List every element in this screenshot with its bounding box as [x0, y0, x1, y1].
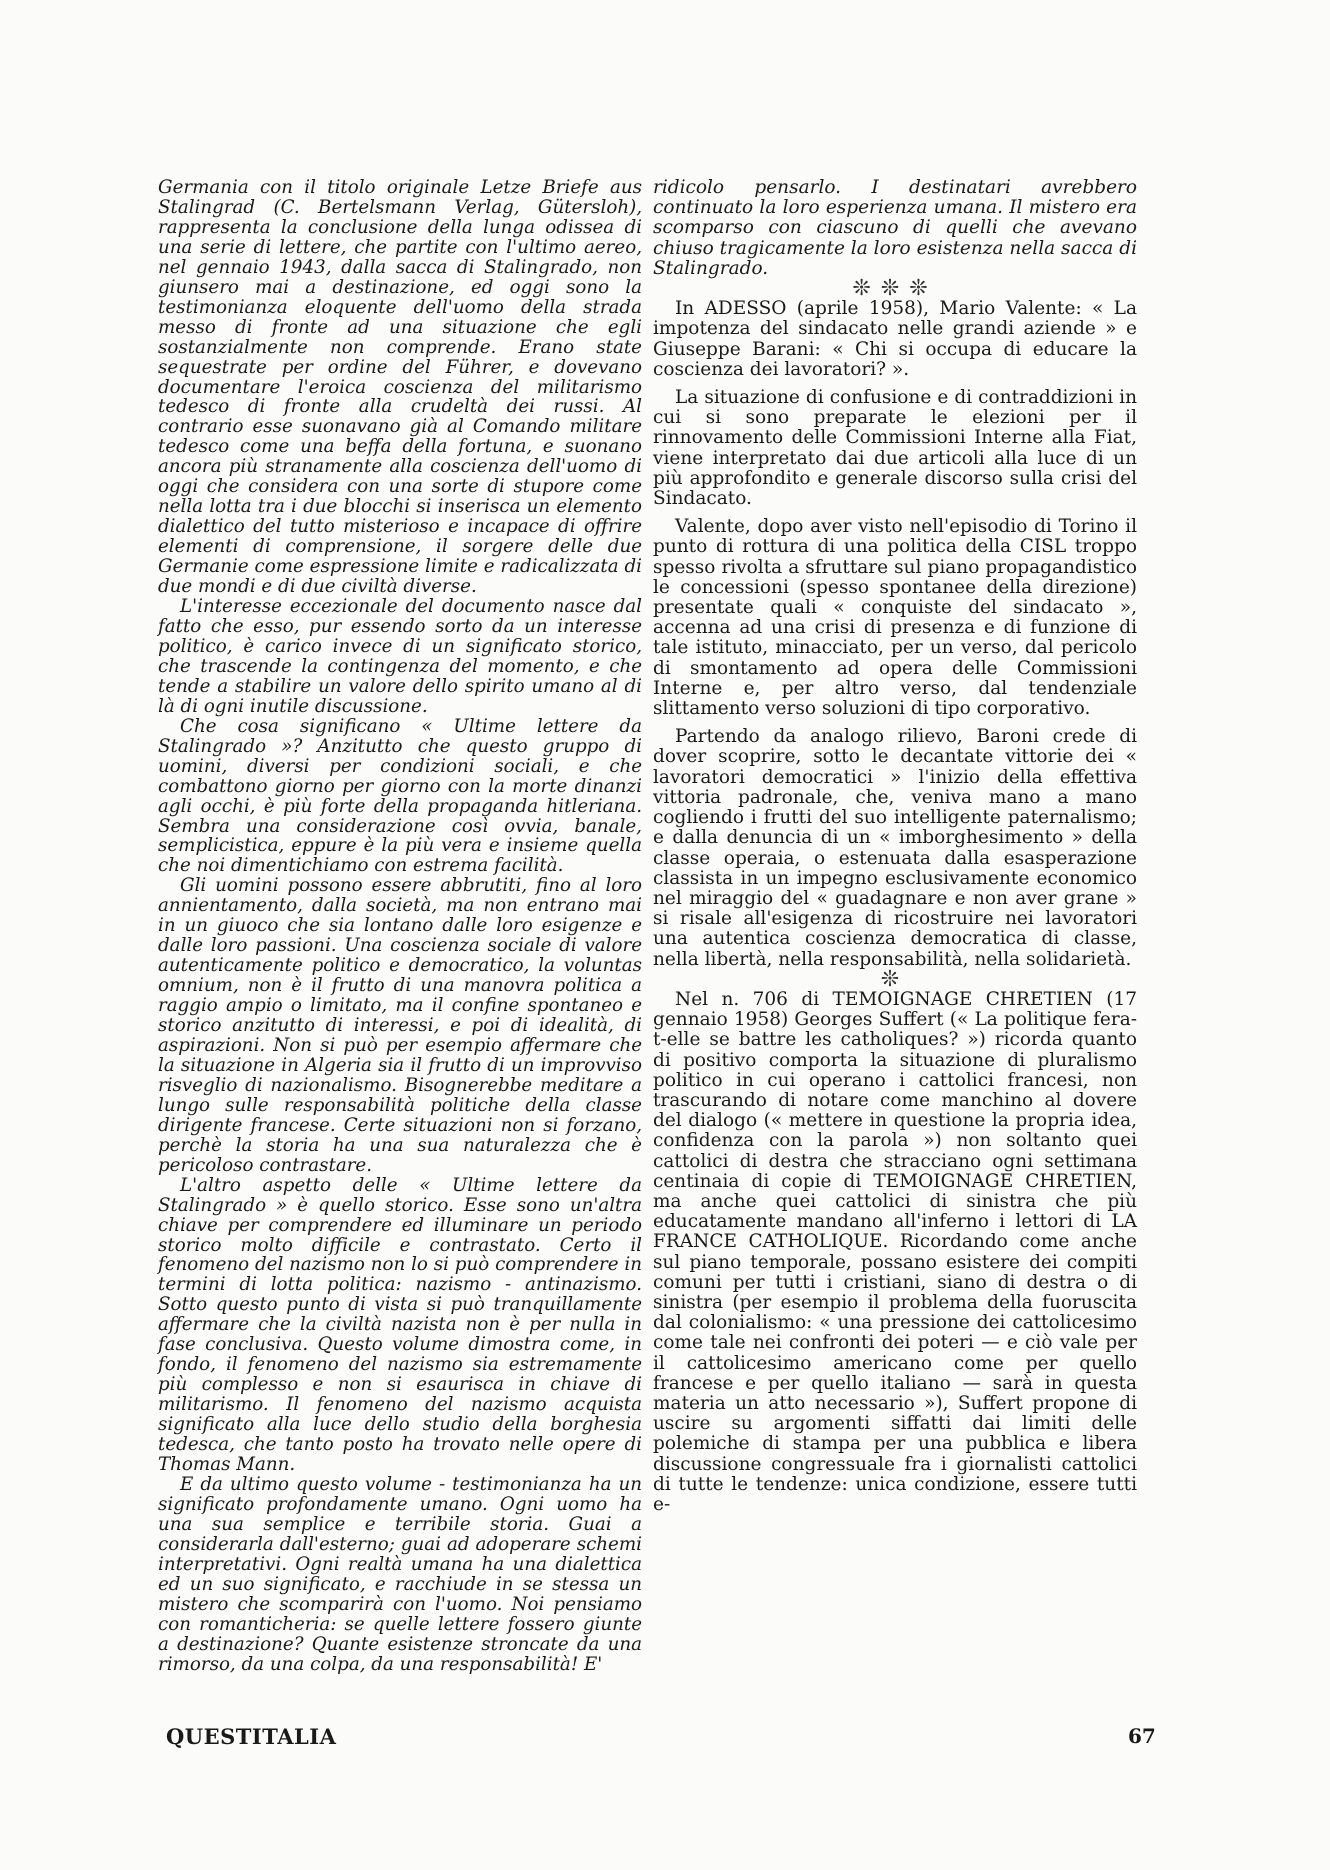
right-column: [653, 178, 1137, 1515]
page-number: 67: [1128, 1724, 1156, 1748]
section-separator-icon: ❊: [880, 966, 910, 992]
paragraph: Nel n. 706 di TEMOIGNAGE CHRETIEN (17 gennaio 1958) Georges Suffert (« La politique fera-t-elle se battre les catholiques? ») ricorda quanto di positivo comporta la situazione di pluralismo politico in cui operano i cattolici francesi, non trascurando di notare come manchino al dovere del dialogo (« mettere in questione la propria idea, confidenza con la parola ») non soltanto quei cattolici di destra che stracciano ogni settimana centinaia di copie di TEMOIGNAGE CHRETIEN, ma anche quei cattolici di sinistra che più educatamente mandano all'inferno i lettori di LA FRANCE CATHOLIQUE. Ricordando come anche sul piano temporale, possano esistere dei compiti comuni per tutti i cristiani, siano di destra o di sinistra (per esempio il problema della fuoruscita dal colonialismo: « una pressione dei cattolicesimo come tale nei confronti dei poteri — e ciò vale per il cattolicesimo americano come per quello francese e per quello italiano — sarà in questa materia un atto necessario »), Suffert propone di uscire su argomenti siffatti dai limiti delle polemiche di stampa per una pubblica e libera discussione congressuale fra i giornalisti cattolici di tutte le tendenze: unica condizione, essere tutti e-: [653, 988, 1137, 1515]
paragraph: L'interesse eccezionale del documento nasce dal fatto che esso, pur essendo sorto da un interesse politico, è carico invece di un significato storico, che trascende la contingenza del momento, e che tende a stabilire un valore dello spirito umano al di là di ogni inutile discussione.: [158, 596, 642, 717]
paragraph: ridicolo pensarlo. I destinatari avrebbero continuato la loro esperienza umana. Il mistero era scomparso con ciascuno di quelli che avevano chiuso tragicamente la loro esistenza nella sacca di Stalingrado.: [653, 177, 1137, 279]
paragraph: L'altro aspetto delle « Ultime lettere da Stalingrado » è quello storico. Esse sono un'altra chiave per comprendere ed illuminare un periodo storico molto difficile e contrastato. Certo il fenomeno del nazismo non lo si può comprendere in termini di lotta politica: nazismo - antinazismo. Sotto questo punto di vista si può tranquillamente affermare che la civiltà nazista non è per nulla in fase conclusiva. Questo volume dimostra come, in fondo, il fenomeno del nazismo sia estremamente più complesso e non si esaurisca in chiave di militarismo. Il fenomeno del nazismo acquista significato alla luce dello studio della borghesia tedesca, che tanto posto ha trovato nelle opere di Thomas Mann.: [158, 1174, 642, 1475]
paragraph: E da ultimo questo volume - testimonianza ha un significato profondamente umano. Ogni uomo ha una sua semplice e terribile storia. Guai a considerarla dall'esterno; guai ad adoperare schemi interpretativi. Ogni realtà umana ha una dialettica ed un suo significato, e racchiude in se stessa un mistero che scomparirà con l'uomo. Noi pensiamo con romanticheria: se quelle lettere fossero giunte a destinazione? Quante esistenze stroncate da una rimorso, da una colpa, da una responsabilità! E': [158, 1473, 642, 1675]
paragraph: Gli uomini possono essere abbrutiti, fino al loro annientamento, dalla società, ma non entrano mai in un giuoco che sia lontano dalle loro esigenze e dalle loro passioni. Una coscienza sociale di valore autenticamente politico e democratico, la voluntas omnium, non è il frutto di una manovra politica a raggio ampio o limitato, ma il confine spontaneo e storico anzitutto di interessi, e poi di idealità, di aspirazioni. Non si può per esempio affermare che la situazione in Algeria sia il frutto di un improvviso risveglio di nazionalismo. Bisognerebbe meditare a lungo sulle responsabilità politiche della classe dirigente francese. Certe situazioni non si forzano, perchè la storia ha una sua naturalezza che è pericoloso contrastare.: [158, 875, 642, 1176]
paragraph: La situazione di confusione e di contraddizioni in cui si sono preparate le elezioni per il rinnovamento delle Commissioni Interne alla Fiat, viene interpretato dai due articoli alla luce di un più approfondito e generale discorso sulla crisi del Sindacato.: [653, 387, 1137, 510]
left-column: [158, 178, 642, 1674]
journal-name: QUESTITALIA: [166, 1724, 337, 1749]
paragraph: Partendo da analogo rilievo, Baroni crede di dover scoprire, sotto le decantate vittorie dei « lavoratori democratici » l'inizio della effettiva vittoria padronale, che, veniva mano a mano cogliendo i frutti del suo intelligente paternalismo; e dalla denuncia di un « imborghesimento » della classe operaia, o estenuata dalla esasperazione classista in un impegno esclusivamente economico nel miraggio del « guadagnare e non aver grane » si risale all'esigenza di ricostruire nei lavoratori una autentica coscienza democratica di classe, nella libertà, nella responsabilità, nella solidarietà.: [653, 726, 1137, 970]
paragraph: Germania con il titolo originale Letze Briefe aus Stalingrad (C. Bertelsmann Verlag, Gütersloh), rappresenta la conclusione della lunga odissea di una serie di lettere, che partite con l'ultimo aereo, nel gennaio 1943, dalla sacca di Stalingrado, non giunsero mai a destinazione, ed oggi sono la testimonianza eloquente dell'uomo della strada messo di fronte ad una situazione che egli sostanzialmente non comprende. Erano state sequestrate per ordine del Führer, e dovevano documentare l'eroica coscienza del militarismo tedesco di fronte alla crudeltà dei russi. Al contrario esse suonavano già al Comando militare tedesco come una beffa della fortuna, e suonano ancora più stranamente alla coscienza dell'uomo di oggi che considera con una sorte di stupore come nella lotta tra i due blocchi si inserisca un elemento dialettico del tutto misterioso e incapace di offrire elementi di comprensione, il sorgere delle due Germanie come espressione limite e radicalizzata di due mondi e di due civiltà diverse.: [158, 177, 642, 598]
paragraph: Valente, dopo aver visto nell'episodio di Torino il punto di rottura di una politica della CISL troppo spesso rivolta a sfruttare sul piano propagandistico le concessioni (spesso spontanee della direzione) presentate quali « conquiste del sindacato », accenna ad una crisi di presenza e di funzione di tale istituto, minacciato, per un verso, dal pericolo di smontamento ad opera delle Commissioni Interne e, per altro verso, dal tendenziale slittamento verso soluzioni di tipo corporativo.: [653, 516, 1137, 720]
paragraph: In ADESSO (aprile 1958), Mario Valente: « La impotenza del sindacato nelle grandi aziende » e Giuseppe Barani: « Chi si occupa di educare la coscienza dei lavoratori? ».: [653, 298, 1137, 380]
paragraph: Che cosa significano « Ultime lettere da Stalingrado »? Anzitutto che questo gruppo di uomini, diversi per condizioni sociali, e che combattono giorno per giorno con la morte dinanzi agli occhi, è più forte della propaganda hitleriana. Sembra una considerazione così ovvia, banale, semplicistica, eppure è la più vera e insieme quella che noi dimentichiamo con estrema facilità.: [158, 715, 642, 877]
section-separator-icon: ❊❊❊: [852, 276, 938, 302]
